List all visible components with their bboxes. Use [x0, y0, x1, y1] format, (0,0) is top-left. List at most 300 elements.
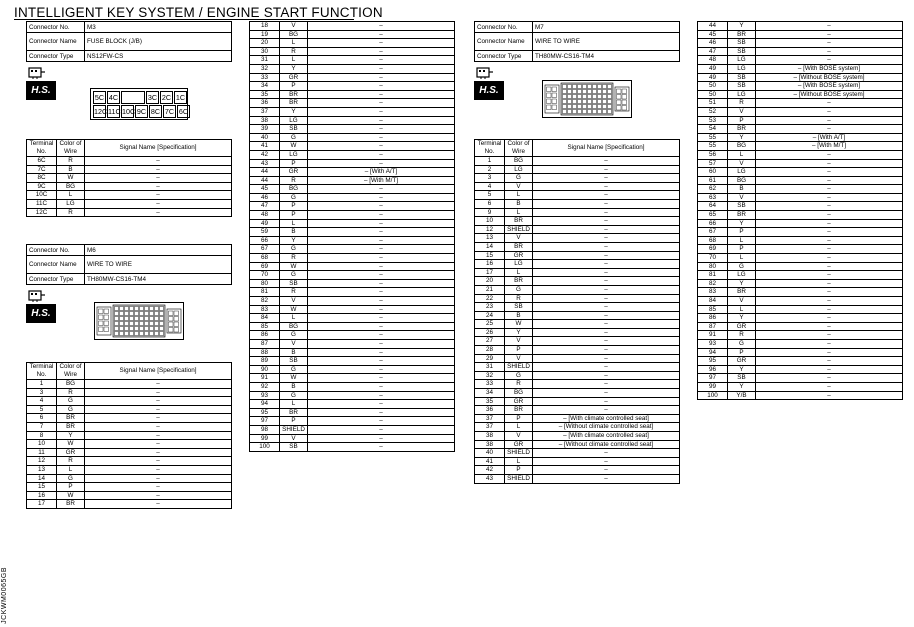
signal-name-cell: –	[756, 22, 903, 31]
table-row	[698, 339, 903, 348]
table-row	[475, 242, 680, 251]
wire-color-cell: V	[728, 107, 756, 116]
table-row	[250, 400, 455, 409]
terminal-no-cell: 91	[698, 331, 728, 340]
terminal-no-cell: 37	[475, 423, 505, 432]
signal-name-cell: –	[308, 331, 455, 340]
wire-color-cell: Y	[728, 133, 756, 142]
fuse-block-face	[90, 88, 188, 120]
table-row	[250, 56, 455, 65]
terminal-no-cell: 86	[250, 331, 280, 340]
hs-badge	[26, 289, 56, 325]
table-row	[475, 199, 680, 208]
signal-name-cell: –	[533, 208, 680, 217]
signal-name-cell: –	[533, 242, 680, 251]
terminal-no-cell: 85	[250, 322, 280, 331]
wire-color-cell: G	[57, 397, 85, 406]
table-row	[27, 165, 232, 174]
signal-name-cell: –	[533, 303, 680, 312]
wire-color-cell: BR	[728, 125, 756, 134]
wire-color-cell: LG	[505, 260, 533, 269]
signal-name-cell: –	[308, 391, 455, 400]
wire-color-cell: BG	[728, 176, 756, 185]
signal-name-cell: –	[533, 363, 680, 372]
wire-color-cell: BG	[505, 389, 533, 398]
signal-name-cell: –	[756, 348, 903, 357]
terminal-no-cell: 50	[698, 90, 728, 99]
terminal-no-cell: 13	[27, 465, 57, 474]
terminal-no-cell: 20	[250, 39, 280, 48]
connector-no-label: Connector No.	[475, 22, 533, 33]
signal-name-cell: –	[308, 211, 455, 220]
signal-name-cell: –	[533, 457, 680, 466]
wire-color-cell: R	[505, 294, 533, 303]
terminal-no-cell: 66	[698, 219, 728, 228]
signal-name-cell: –	[533, 346, 680, 355]
wire-color-cell: P	[280, 159, 308, 168]
connector-icon	[26, 289, 56, 304]
signal-name-cell: –	[533, 371, 680, 380]
terminal-no-cell: 16	[475, 260, 505, 269]
terminal-no-cell: 16	[27, 491, 57, 500]
table-row	[698, 314, 903, 323]
terminal-no-cell: 14	[27, 474, 57, 483]
table-row	[698, 176, 903, 185]
table-row	[475, 457, 680, 466]
wire-color-cell: B	[728, 185, 756, 194]
wire-color-cell: Y	[728, 22, 756, 31]
connector-type-value: TH80MW-CS16-TM4	[85, 274, 232, 285]
wire-color-cell: Y	[728, 365, 756, 374]
table-row	[475, 397, 680, 406]
table-row	[250, 116, 455, 125]
terminal-no-cell: 63	[698, 193, 728, 202]
wire-color-cell: BR	[280, 408, 308, 417]
signal-name-cell: –	[85, 208, 232, 217]
signal-name-cell: –	[756, 297, 903, 306]
wire-color-cell: G	[728, 262, 756, 271]
wire-color-cell: W	[57, 491, 85, 500]
wire-color-cell: L	[280, 219, 308, 228]
table-row	[250, 348, 455, 357]
hs-badge	[26, 66, 56, 102]
fuse-terminal-cell: 10C	[122, 107, 136, 116]
terminal-no-cell: 94	[698, 348, 728, 357]
table-row	[698, 116, 903, 125]
wire-color-cell: L	[280, 56, 308, 65]
terminal-no-cell: 44	[250, 176, 280, 185]
wire-color-cell: LG	[728, 90, 756, 99]
fuse-terminal-cell: 11C	[108, 107, 121, 116]
table-row	[475, 466, 680, 475]
connector-name-value: FUSE BLOCK (J/B)	[85, 33, 232, 51]
terminal-no-cell: 81	[698, 271, 728, 280]
terminal-no-cell: 36	[475, 406, 505, 415]
signal-name-header: Signal Name [Specification]	[85, 140, 232, 157]
fuse-terminal-cell: 2C	[161, 93, 172, 102]
table-row	[698, 288, 903, 297]
signal-name-cell: –	[756, 150, 903, 159]
signal-name-cell: –	[308, 357, 455, 366]
table-row	[27, 491, 232, 500]
signal-name-cell: –	[308, 271, 455, 280]
table-row	[475, 260, 680, 269]
signal-name-cell: –	[756, 382, 903, 391]
table-row	[27, 397, 232, 406]
signal-name-cell: –	[533, 251, 680, 260]
wire-color-cell: B	[57, 165, 85, 174]
signal-name-cell: –	[308, 133, 455, 142]
wire-color-cell: GR	[57, 448, 85, 457]
signal-name-cell: –	[308, 254, 455, 263]
table-row	[475, 303, 680, 312]
terminal-no-cell: 6C	[27, 157, 57, 166]
wire-color-cell: R	[57, 157, 85, 166]
table-row	[475, 371, 680, 380]
wire-color-cell: R	[57, 457, 85, 466]
wire-color-cell: SB	[728, 374, 756, 383]
wire-color-cell: Y	[505, 328, 533, 337]
connector-no-value: M7	[533, 22, 680, 33]
terminal-no-cell: 37	[250, 107, 280, 116]
table-row	[475, 389, 680, 398]
table-row	[475, 414, 680, 423]
connector-type-value: TH80MW-CS16-TM4	[533, 51, 680, 62]
wire-color-cell: SHIELD	[505, 363, 533, 372]
signal-name-cell: –	[308, 39, 455, 48]
table-row	[27, 388, 232, 397]
wire-color-cell: G	[728, 339, 756, 348]
signal-name-cell: –	[756, 391, 903, 400]
signal-name-cell: –	[308, 116, 455, 125]
table-row	[475, 423, 680, 432]
table-row	[27, 440, 232, 449]
signal-name-cell: –	[756, 47, 903, 56]
terminal-no-cell: 96	[698, 365, 728, 374]
signal-name-cell: –	[533, 406, 680, 415]
connector-type-label: Connector Type	[475, 51, 533, 62]
signal-name-cell: –	[85, 474, 232, 483]
terminal-no-cell: 17	[27, 500, 57, 509]
table-row	[250, 434, 455, 443]
wire-color-cell: G	[280, 331, 308, 340]
signal-name-cell: –	[308, 90, 455, 99]
table-row	[250, 219, 455, 228]
table-row	[475, 346, 680, 355]
wire-color-cell: P	[280, 82, 308, 91]
table-row	[250, 168, 455, 177]
terminal-no-cell: 56	[698, 150, 728, 159]
wire-color-cell: GR	[505, 440, 533, 449]
wire-color-cell: G	[280, 193, 308, 202]
wire-color-cell: R	[280, 254, 308, 263]
table-row	[475, 217, 680, 226]
signal-name-cell: –	[85, 431, 232, 440]
wire-color-cell: P	[728, 228, 756, 237]
terminal-no-cell: 31	[250, 56, 280, 65]
table-row	[698, 271, 903, 280]
table-row	[475, 208, 680, 217]
signal-name-cell: –	[308, 434, 455, 443]
terminal-no-cell: 1	[27, 380, 57, 389]
table-row	[250, 408, 455, 417]
signal-name-cell: –	[308, 22, 455, 31]
wire-color-cell: BR	[505, 242, 533, 251]
terminal-no-cell: 55	[698, 133, 728, 142]
table-row	[27, 191, 232, 200]
terminal-no-cell: 46	[250, 193, 280, 202]
terminal-no-cell: 82	[250, 297, 280, 306]
wire-color-cell: L	[505, 457, 533, 466]
table-row	[698, 125, 903, 134]
hs-badge	[474, 66, 504, 102]
m6-terminal-table	[26, 362, 232, 509]
terminal-no-cell: 92	[250, 382, 280, 391]
table-row	[27, 431, 232, 440]
fuse-terminal-cell: 3C	[147, 93, 158, 102]
wire-color-cell: B	[280, 348, 308, 357]
fuse-block-slot	[121, 91, 145, 104]
wire-color-cell: Y	[728, 219, 756, 228]
wire-color-cell: G	[505, 371, 533, 380]
terminal-no-cell: 50	[698, 82, 728, 91]
signal-name-cell: –	[85, 165, 232, 174]
table-row	[250, 99, 455, 108]
wire-color-cell: V	[728, 159, 756, 168]
signal-name-cell: –	[85, 465, 232, 474]
terminal-no-cell: 47	[250, 202, 280, 211]
terminal-no-cell: 68	[250, 254, 280, 263]
table-row	[475, 449, 680, 458]
signal-name-cell: –	[756, 365, 903, 374]
table-row	[250, 365, 455, 374]
terminal-no-cell: 59	[250, 228, 280, 237]
wire-color-cell: GR	[728, 357, 756, 366]
table-row	[250, 443, 455, 452]
wire-color-cell: W	[280, 142, 308, 151]
table-row	[698, 322, 903, 331]
wire-color-cell: SB	[728, 73, 756, 82]
fuse-terminal-cell: 5C	[94, 93, 105, 102]
wire-color-cell: LG	[728, 271, 756, 280]
wire-color-cell: R	[57, 208, 85, 217]
signal-name-cell: –	[756, 125, 903, 134]
wire-color-cell: SB	[728, 39, 756, 48]
terminal-no-cell: 52	[698, 107, 728, 116]
terminal-no-cell: 47	[698, 47, 728, 56]
document-code: JCKWM0065GB	[1, 567, 8, 624]
terminal-no-cell: 49	[250, 219, 280, 228]
signal-name-cell: –	[533, 354, 680, 363]
terminal-no-cell: 21	[475, 285, 505, 294]
terminal-no-cell: 62	[698, 185, 728, 194]
signal-name-cell: –	[85, 500, 232, 509]
wire-color-cell: LG	[728, 168, 756, 177]
table-row	[250, 314, 455, 323]
table-row	[250, 425, 455, 434]
terminal-no-cell: 82	[698, 279, 728, 288]
terminal-no-cell: 83	[698, 288, 728, 297]
wire-color-cell: L	[505, 208, 533, 217]
fuse-terminal-cell: 4C	[108, 93, 119, 102]
wire-color-cell: L	[728, 150, 756, 159]
signal-name-cell: –	[756, 39, 903, 48]
signal-name-cell: – [With A/T]	[756, 133, 903, 142]
terminal-no-cell: 81	[250, 288, 280, 297]
terminal-no-cell: 35	[475, 397, 505, 406]
table-row	[27, 465, 232, 474]
table-row	[250, 262, 455, 271]
table-row	[475, 277, 680, 286]
wire-color-cell: LG	[280, 150, 308, 159]
signal-name-cell: –	[308, 348, 455, 357]
terminal-no-cell: 10	[475, 217, 505, 226]
signal-name-cell: –	[85, 448, 232, 457]
wire-color-cell: SB	[728, 47, 756, 56]
signal-name-cell: – [With climate controlled seat]	[533, 432, 680, 441]
terminal-no-cell: 91	[250, 374, 280, 383]
signal-name-cell: –	[756, 168, 903, 177]
wire-color-cell: B	[280, 382, 308, 391]
fuse-terminal-cell: 1C	[175, 93, 186, 102]
wire-color-cell: W	[280, 262, 308, 271]
wire-color-cell: L	[505, 268, 533, 277]
table-row	[698, 348, 903, 357]
table-row	[250, 193, 455, 202]
wire-color-cell: GR	[505, 397, 533, 406]
table-row	[698, 39, 903, 48]
table-row	[250, 30, 455, 39]
wire-color-cell: Y	[728, 279, 756, 288]
wire-color-cell: P	[728, 245, 756, 254]
terminal-no-cell: 37	[475, 414, 505, 423]
m7-terminal-table	[474, 139, 680, 484]
terminal-no-cell: 25	[475, 320, 505, 329]
terminal-no-cell: 49	[698, 73, 728, 82]
table-row	[698, 73, 903, 82]
terminal-no-cell: 1	[475, 157, 505, 166]
wire-color-cell: BR	[505, 406, 533, 415]
wire-color-cell: R	[728, 331, 756, 340]
table-row	[250, 374, 455, 383]
signal-name-cell: –	[308, 408, 455, 417]
terminal-no-cell: 34	[475, 389, 505, 398]
table-row	[698, 374, 903, 383]
terminal-no-cell: 43	[250, 159, 280, 168]
wire-color-cell: BG	[505, 157, 533, 166]
m7-connector-info	[474, 21, 680, 62]
signal-name-cell: –	[308, 305, 455, 314]
wire-color-cell: BR	[728, 30, 756, 39]
wire-color-cell: LG	[57, 199, 85, 208]
signal-name-cell: – [With climate controlled seat]	[533, 414, 680, 423]
table-row	[698, 133, 903, 142]
signal-name-cell: –	[756, 279, 903, 288]
signal-name-cell: –	[308, 382, 455, 391]
table-row	[27, 405, 232, 414]
signal-name-cell: –	[308, 228, 455, 237]
table-row	[250, 82, 455, 91]
signal-name-cell: –	[533, 285, 680, 294]
wire-color-cell: G	[280, 133, 308, 142]
terminal-no-cell: 33	[250, 73, 280, 82]
table-row	[250, 211, 455, 220]
table-row	[698, 142, 903, 151]
wire-color-cell: V	[728, 193, 756, 202]
table-row	[250, 39, 455, 48]
table-row	[27, 182, 232, 191]
terminal-no-cell: 18	[250, 22, 280, 31]
connector-name-value: WIRE TO WIRE	[533, 33, 680, 51]
terminal-no-header: Terminal No.	[475, 140, 505, 157]
terminal-no-cell: 11C	[27, 199, 57, 208]
terminal-no-cell: 10	[27, 440, 57, 449]
wire-color-cell: G	[505, 285, 533, 294]
table-row	[250, 357, 455, 366]
signal-name-cell: –	[756, 331, 903, 340]
wire-color-cell: Y	[728, 382, 756, 391]
page-title: INTELLIGENT KEY SYSTEM / ENGINE START FUNCTION	[14, 5, 383, 20]
signal-name-cell: –	[756, 107, 903, 116]
terminal-no-cell: 60	[698, 168, 728, 177]
connector-name-label: Connector Name	[27, 256, 85, 274]
table-row	[250, 90, 455, 99]
wire-color-cell: L	[280, 314, 308, 323]
terminal-no-cell: 8	[27, 431, 57, 440]
terminal-no-cell: 89	[250, 357, 280, 366]
connector-type-value: NS12FW-CS	[85, 51, 232, 62]
terminal-no-cell: 41	[250, 142, 280, 151]
signal-name-cell: –	[85, 388, 232, 397]
wire-color-cell: R	[505, 380, 533, 389]
wire-color-cell: P	[280, 211, 308, 220]
terminal-no-cell: 67	[698, 228, 728, 237]
signal-name-cell: –	[756, 254, 903, 263]
table-row	[250, 159, 455, 168]
wire-color-cell: Y	[57, 431, 85, 440]
signal-name-cell: –	[85, 199, 232, 208]
signal-name-cell: –	[533, 294, 680, 303]
terminal-no-cell: 34	[250, 82, 280, 91]
terminal-no-cell: 66	[250, 236, 280, 245]
signal-name-cell: –	[308, 125, 455, 134]
terminal-no-cell: 9C	[27, 182, 57, 191]
terminal-no-cell: 24	[475, 311, 505, 320]
table-row	[27, 157, 232, 166]
wire-color-cell: BG	[728, 142, 756, 151]
table-row	[27, 174, 232, 183]
table-row	[475, 157, 680, 166]
m6-connector-info	[26, 244, 232, 285]
connector-type-label: Connector Type	[27, 51, 85, 62]
table-row	[475, 363, 680, 372]
signal-name-cell: –	[308, 262, 455, 271]
signal-name-cell: –	[308, 159, 455, 168]
terminal-no-cell: 55	[698, 142, 728, 151]
table-row	[475, 320, 680, 329]
signal-name-cell: –	[756, 322, 903, 331]
wire-color-cell: LG	[505, 165, 533, 174]
signal-name-cell: –	[308, 142, 455, 151]
signal-name-cell: –	[756, 357, 903, 366]
wire-color-cell: Y	[280, 236, 308, 245]
signal-name-cell: –	[756, 99, 903, 108]
terminal-no-cell: 9	[475, 208, 505, 217]
terminal-no-header: Terminal No.	[27, 140, 57, 157]
wire-color-cell: BR	[280, 90, 308, 99]
table-row	[27, 422, 232, 431]
table-row	[698, 168, 903, 177]
